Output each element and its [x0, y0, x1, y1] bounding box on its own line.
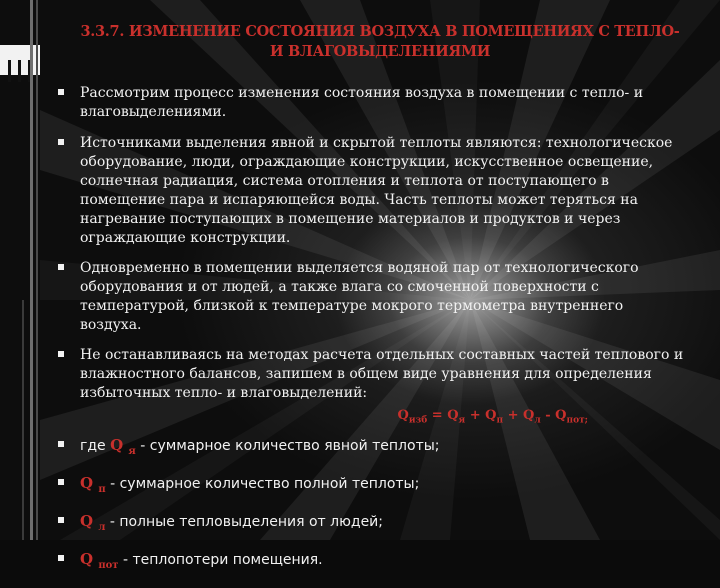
- eq-plus: +: [503, 408, 524, 423]
- definition-item: [58, 474, 688, 499]
- bullet-marker: [58, 479, 64, 485]
- eq-term: Q: [447, 408, 459, 423]
- symbol-letter: Q: [110, 435, 124, 454]
- bullet-list: [58, 84, 688, 588]
- eq-term-sub: п: [496, 415, 504, 426]
- definition-text: - суммарное количество явной теплоты;: [135, 437, 440, 454]
- definition-symbol: [110, 435, 136, 457]
- symbol-subscript: л: [98, 521, 106, 533]
- definition-symbol: [80, 549, 119, 571]
- definition-item: [58, 512, 688, 537]
- paragraph-text: Одновременно в помещении выделяется водяной пар от технологического оборудования и от людей, а также влага со смоченной поверхности с температурой, близкой к температуре мокрого термометра внутреннего воздуха.: [80, 260, 639, 333]
- definition-symbol: [80, 473, 106, 495]
- eq-term: Q: [523, 408, 535, 423]
- symbol-letter: Q: [80, 511, 94, 530]
- bullet-marker: [58, 264, 64, 270]
- bullet-marker: [58, 89, 64, 95]
- list-item: [58, 134, 688, 248]
- symbol-letter: Q: [80, 473, 94, 492]
- bullet-marker: [58, 555, 64, 561]
- eq-term-sub: л: [534, 415, 541, 426]
- bullet-marker: [58, 139, 64, 145]
- list-item: [58, 259, 688, 335]
- definition-item: [58, 550, 688, 575]
- balance-equation: [58, 407, 688, 430]
- definition-text: - суммарное количество полной теплоты;: [105, 475, 420, 492]
- side-decoration: [0, 0, 40, 540]
- bullet-marker: [58, 517, 64, 523]
- eq-term: Q: [555, 408, 567, 423]
- paragraph-text: Не останавливаясь на методах расчета отдельных составных частей теплового и влажностного балансов, запишем в общем виде уравнения для определения избыточных тепло- и влаговыделений:: [80, 347, 684, 401]
- symbol-subscript: пот: [98, 559, 119, 571]
- symbol-subscript: п: [98, 483, 106, 495]
- slide-title: 3.3.7. ИЗМЕНЕНИЕ СОСТОЯНИЯ ВОЗДУХА В ПОМЕЩЕНИЯХ С ТЕПЛО- И ВЛАГОВЫДЕЛЕНИЯМИ: [80, 23, 680, 60]
- definition-text: - полные тепловыделения от людей;: [105, 513, 383, 530]
- eq-plus: +: [465, 408, 486, 423]
- list-item: [58, 346, 688, 403]
- definition-prefix: где: [80, 437, 111, 454]
- definition-item: [58, 436, 688, 461]
- eq-term-sub: я: [458, 415, 466, 426]
- paragraph-text: Рассмотрим процесс изменения состояния воздуха в помещении с тепло- и влаговыделениями.: [80, 85, 644, 120]
- definition-text: - теплопотери помещения.: [118, 551, 323, 568]
- eq-term: Q: [485, 408, 497, 423]
- symbol-subscript: я: [128, 445, 136, 457]
- eq-minus: -: [540, 408, 556, 423]
- eq-sign: =: [427, 408, 448, 423]
- list-item: [58, 84, 688, 122]
- eq-lhs: Q: [397, 408, 409, 423]
- eq-term-sub: пот;: [566, 415, 588, 426]
- paragraph-text: Источниками выделения явной и скрытой теплоты являются: технологическое оборудование, люди, ограждающие конструкции, искусственное освещение, солнечная радиация, система отопления и теплота от поступающего в помещение пара и испаряющейся воды. Часть теплоты может теряться на нагревание поступающих в помещение материалов и продуктов и через ограждающие конструкции.: [80, 135, 673, 246]
- bullet-marker: [58, 441, 64, 447]
- definition-symbol: [80, 511, 106, 533]
- symbol-letter: Q: [80, 549, 94, 568]
- eq-lhs-sub: изб: [408, 415, 428, 426]
- bullet-marker: [58, 351, 64, 357]
